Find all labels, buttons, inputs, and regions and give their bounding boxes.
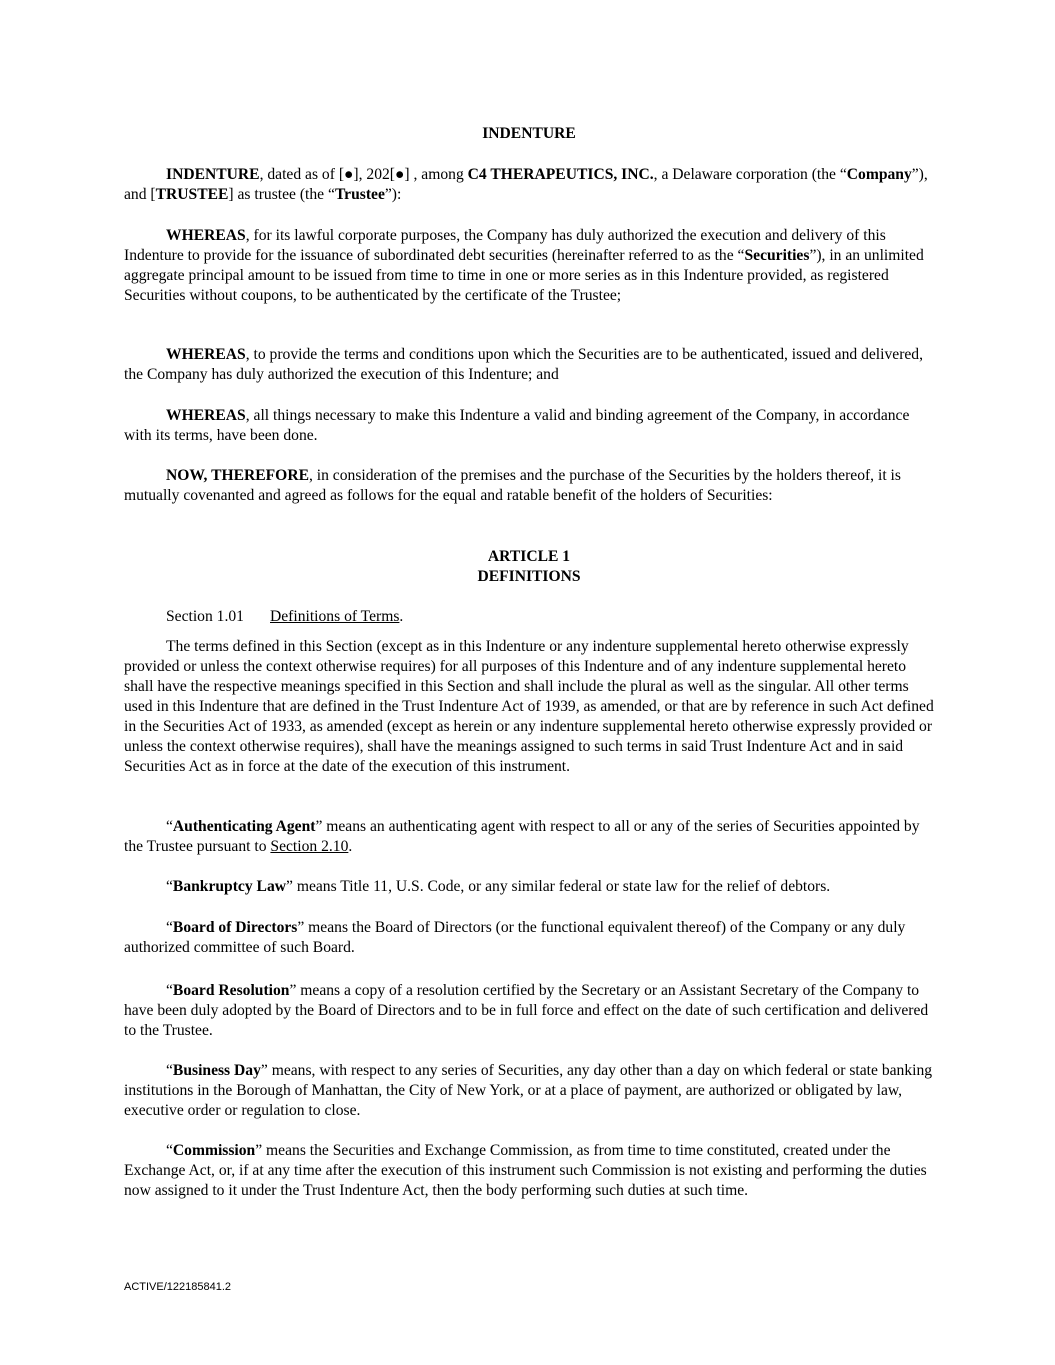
now-therefore-paragraph: NOW, THEREFORE, in consideration of the premises and the purchase of the Securities by the holders thereof, it is mutually covenanted and agreed as follows for the equal and ratable benefit of the holders of Securities: [124, 467, 901, 504]
section-heading: Section 1.01 Definitions of Terms. [166, 608, 404, 625]
article-heading [124, 547, 934, 587]
article-title: DEFINITIONS [477, 568, 581, 585]
recital-2: WHEREAS, to provide the terms and conditions upon which the Securities are to be authenticated, issued and delivered, the Company has duly authorized the execution of this Indenture; and [124, 346, 924, 383]
section-title: Definitions of Terms [270, 608, 400, 625]
section-number: Section 1.01 [166, 608, 244, 625]
definition-item: “Board Resolution” means a copy of a resolution certified by the Secretary or an Assistant Secretary of the Company to have been duly adopted by the Board of Directors and to be in full force and effect on the date of such certification and delivered to the Trustee. [124, 982, 929, 1039]
defined-term: Bankruptcy Law [172, 878, 286, 895]
definition-item: “Board of Directors” means the Board of Directors (or the functional equivalent thereof) of the Company or any duly authorized committee of such Board. [124, 919, 906, 956]
recital-3: WHEREAS, all things necessary to make this Indenture a valid and binding agreement of the Company, in accordance with its terms, have been done. [124, 407, 910, 444]
definition-item: “Commission” means the Securities and Exchange Commission, as from time to time constituted, created under the Exchange Act, or, if at any time after the execution of this instrument such Commission is not existing and performing the duties now assigned to it under the Trust Indenture Act, then the body performing such duties at such time. [124, 1142, 927, 1199]
intro-paragraph: INDENTURE, dated as of [●], 202[●] , among C4 THERAPEUTICS, INC., a Delaware corporation (the “Company”), and [TRUSTEE] as trustee (the “Trustee”): [124, 166, 928, 203]
document-title: INDENTURE [482, 125, 576, 142]
defined-term: Authenticating Agent [172, 818, 316, 835]
definition-item: “Business Day” means, with respect to any series of Securities, any day other than a day on which federal or state banking institutions in the Borough of Manhattan, the City of New York, or at a place of payment, are authorized or obligated by law, executive order or regulation to close. [124, 1062, 933, 1119]
document-footer-id: ACTIVE/122185841.2 [124, 1281, 232, 1293]
section-intro: The terms defined in this Section (except as in this Indenture or any indenture supplemental hereto otherwise expressly provided or unless the context otherwise requires) for all purposes of this Indenture and of any indenture supplemental hereto shall have the respective meanings specified in this Section and shall include the plural as well as the singular. All other terms used in this Indenture that are defined in the Trust Indenture Act of 1939, as amended, or that are by reference in such Act defined in the Securities Act of 1933, as amended (except as herein or any indenture supplemental hereto otherwise expressly provided or unless the context otherwise requires), shall have the meanings assigned to such terms in said Trust Indenture Act and in said Securities Act as in force at the date of the execution of this instrument. [124, 638, 934, 775]
defined-term: Board of Directors [172, 919, 298, 936]
defined-term: Commission [172, 1142, 256, 1159]
definition-item: “Authenticating Agent” means an authenticating agent with respect to all or any of the series of Securities appointed by the Trustee pursuant to Section 2.10. [124, 818, 920, 855]
section-reference-link[interactable]: Section 2.10 [270, 838, 349, 855]
defined-term: Business Day [172, 1062, 261, 1079]
recital-1: WHEREAS, for its lawful corporate purposes, the Company has duly authorized the execution and delivery of this Indenture to provide for the issuance of subordinated debt securities (hereinafter referred to as the “Securities”), in an unlimited aggregate principal amount to be issued from time to time in one or more series as in this Indenture provided, as registered Securities without coupons, to be authenticated by the certificate of the Trustee; [124, 227, 924, 304]
defined-term: Board Resolution [172, 982, 290, 999]
definition-item: “Bankruptcy Law” means Title 11, U.S. Code, or any similar federal or state law for the relief of debtors. [166, 878, 831, 895]
article-number: ARTICLE 1 [487, 548, 571, 565]
